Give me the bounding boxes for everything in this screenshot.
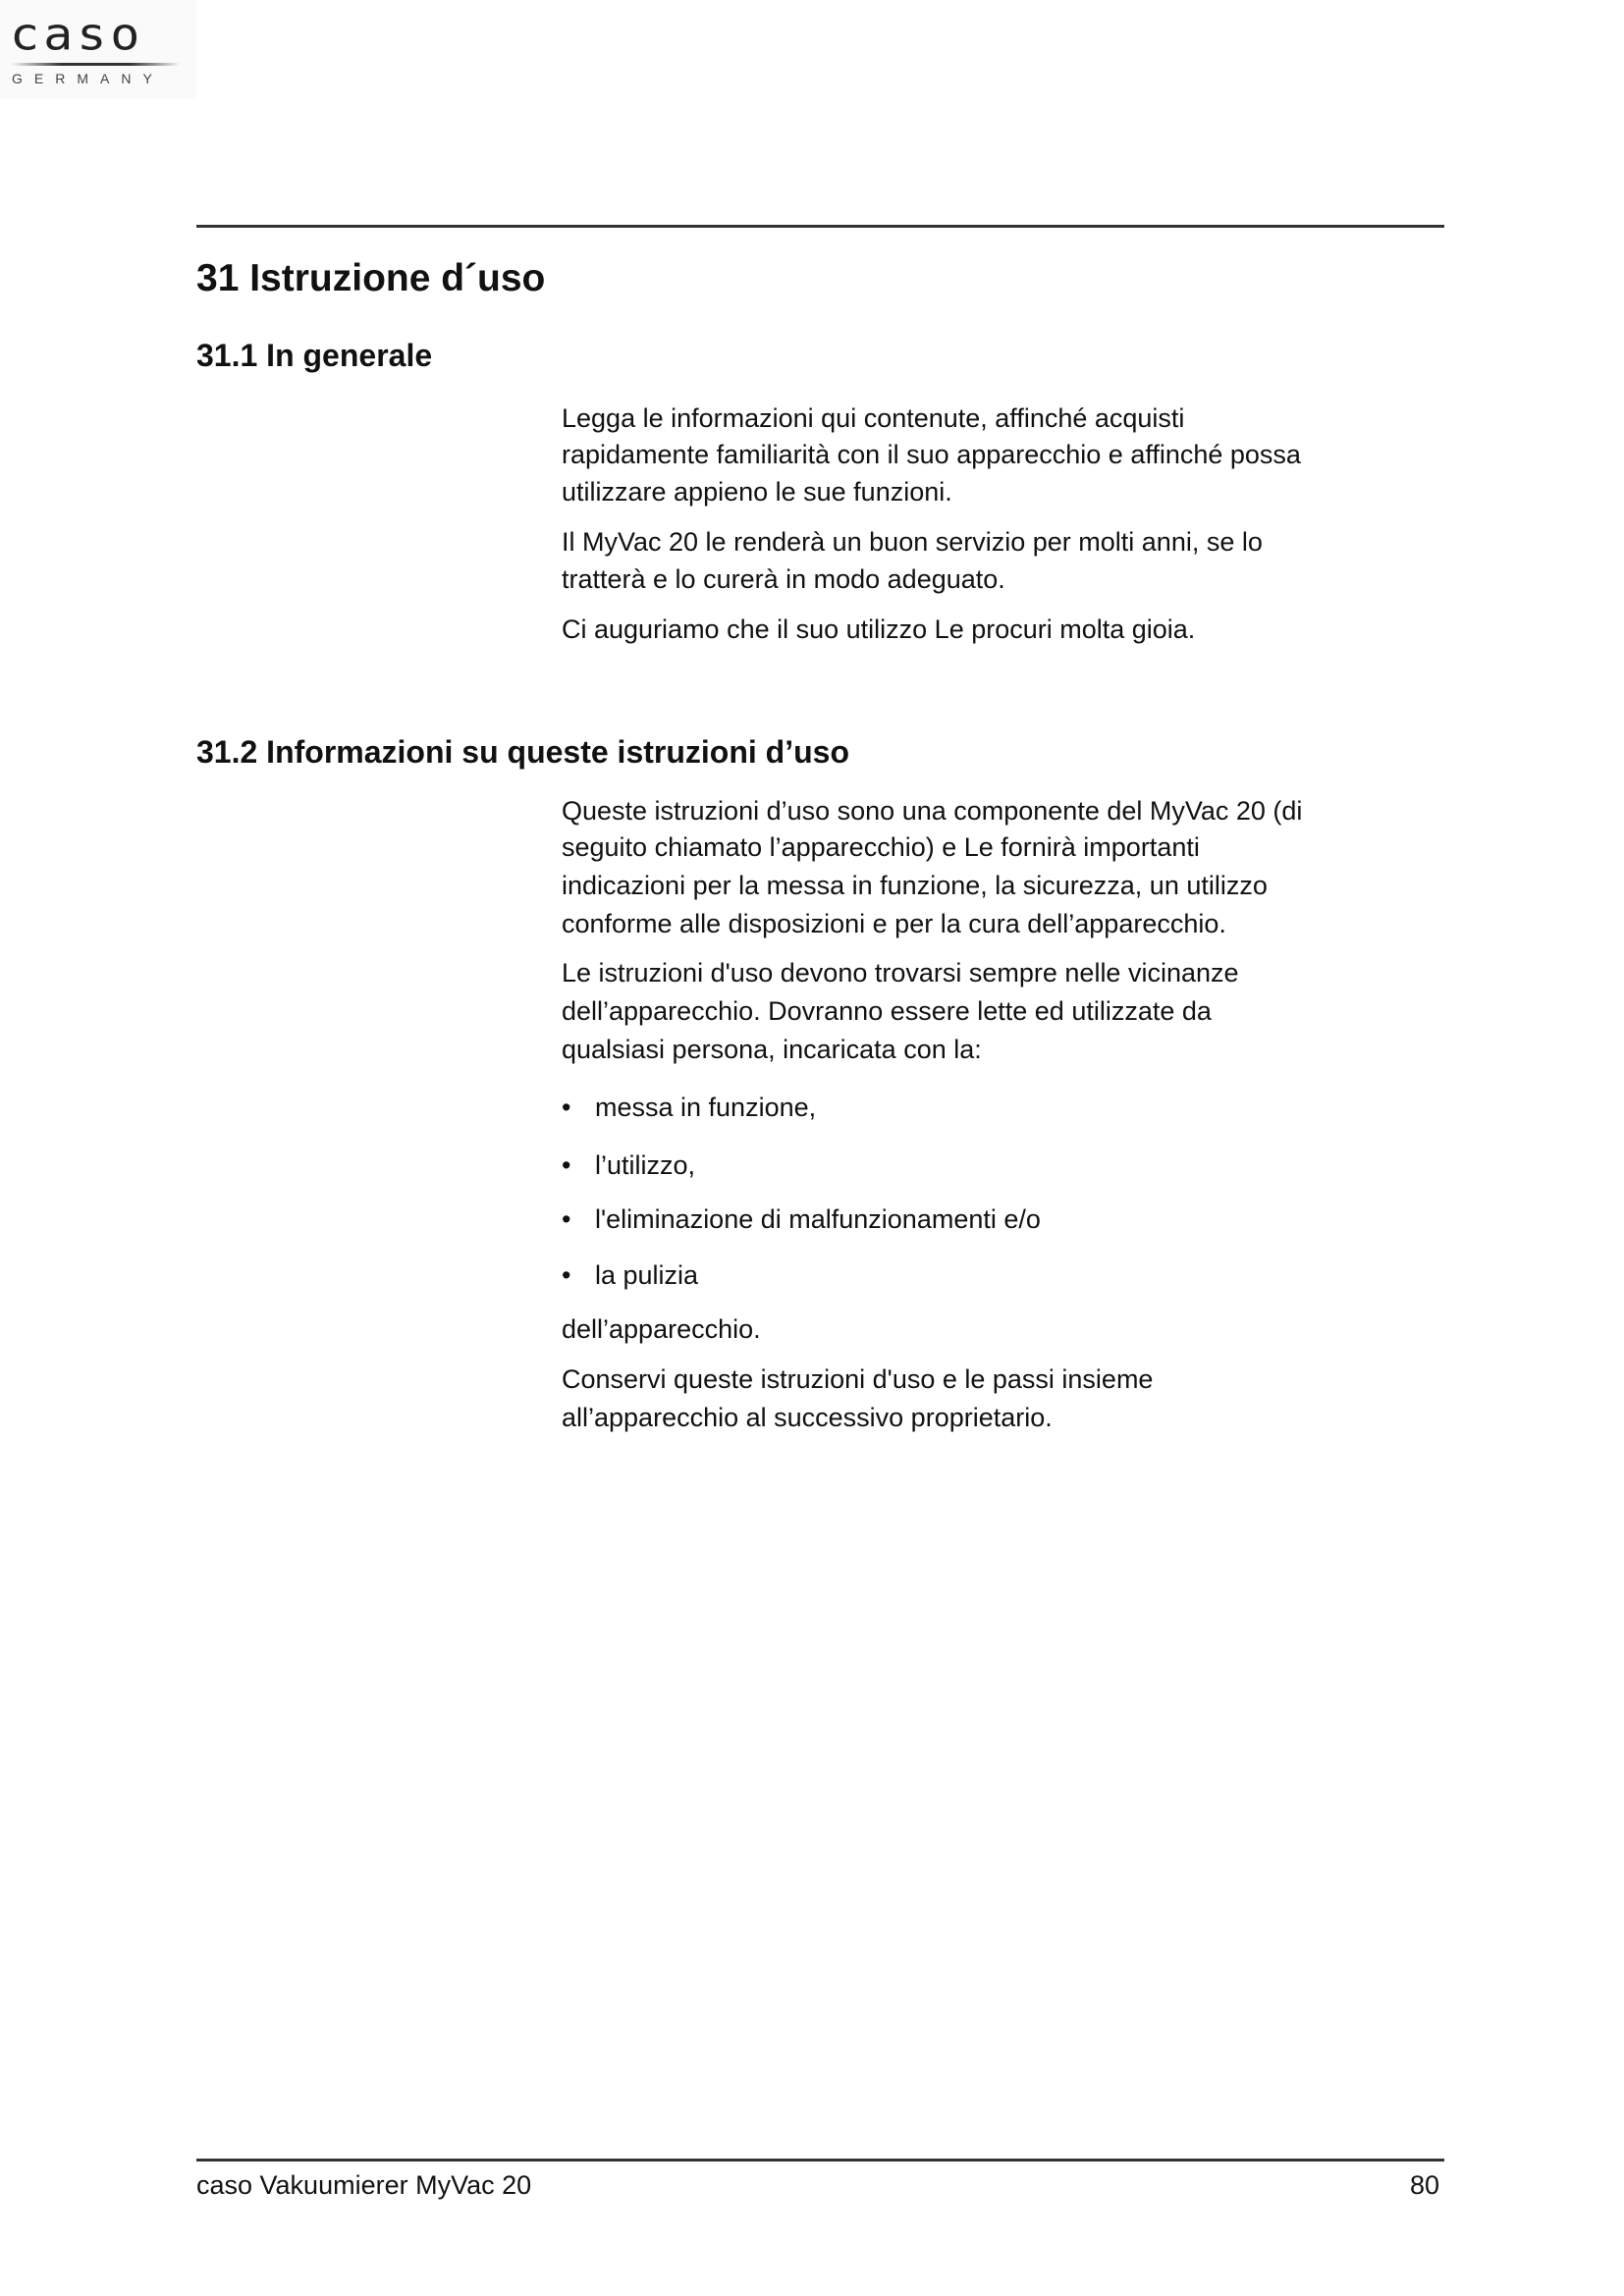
list-item-text: l’utilizzo, xyxy=(595,1150,696,1180)
paragraph-line: dell’apparecchio. xyxy=(562,1314,761,1344)
paragraph-line: Il MyVac 20 le renderà un buon servizio per molti anni, se lo xyxy=(562,527,1263,557)
list-item-text: la pulizia xyxy=(595,1260,699,1290)
footer-title: caso Vakuumierer MyVac 20 xyxy=(196,2170,532,2200)
list-item-text: l'eliminazione di malfunzionamenti e/o xyxy=(595,1204,1041,1234)
paragraph-line: conforme alle disposizioni e per la cura dell’apparecchio. xyxy=(562,909,1226,938)
paragraph-line: Ci auguriamo che il suo utilizzo Le procuri molta gioia. xyxy=(562,614,1196,644)
paragraph-line: Legga le informazioni qui contenute, affinché acquisti xyxy=(562,403,1185,433)
bullet-icon: • xyxy=(562,1093,571,1122)
header-rule xyxy=(196,225,1444,228)
logo-bar xyxy=(10,63,182,66)
caso-logo xyxy=(0,0,196,98)
bullet-icon: • xyxy=(562,1150,571,1180)
logo-subtext: GERMANY xyxy=(12,71,164,86)
paragraph-line: tratterà e lo curerà in modo adeguato. xyxy=(562,564,1005,594)
chapter-title: 31 Istruzione d´uso xyxy=(196,257,546,299)
paragraph-line: seguito chiamato l’apparecchio) e Le fornirà importanti xyxy=(562,832,1200,862)
logo-wordmark: caso xyxy=(10,8,144,61)
paragraph-line: Conservi queste istruzioni d'uso e le passi insieme xyxy=(562,1364,1154,1394)
paragraph-line: Queste istruzioni d’uso sono una componente del MyVac 20 (di xyxy=(562,796,1303,826)
paragraph-line: Le istruzioni d'uso devono trovarsi sempre nelle vicinanze xyxy=(562,958,1239,988)
paragraph-line: utilizzare appieno le sue funzioni. xyxy=(562,477,952,507)
paragraph-line: all’apparecchio al successivo proprietario. xyxy=(562,1403,1053,1432)
bullet-icon: • xyxy=(562,1260,571,1290)
paragraph-line: indicazioni per la messa in funzione, la sicurezza, un utilizzo xyxy=(562,871,1268,900)
page-number: 80 xyxy=(1409,2170,1439,2200)
section-title-31-1: 31.1 In generale xyxy=(196,338,433,373)
paragraph-line: dell’apparecchio. Dovranno essere lette ed utilizzate da xyxy=(562,996,1212,1026)
list-item-text: messa in funzione, xyxy=(595,1093,817,1122)
section-title-31-2: 31.2 Informazioni su queste istruzioni d’uso xyxy=(196,734,849,770)
footer-rule xyxy=(196,2159,1444,2162)
bullet-icon: • xyxy=(562,1204,571,1234)
paragraph-line: rapidamente familiarità con il suo apparecchio e affinché possa xyxy=(562,440,1301,469)
paragraph-line: qualsiasi persona, incaricata con la: xyxy=(562,1035,982,1064)
